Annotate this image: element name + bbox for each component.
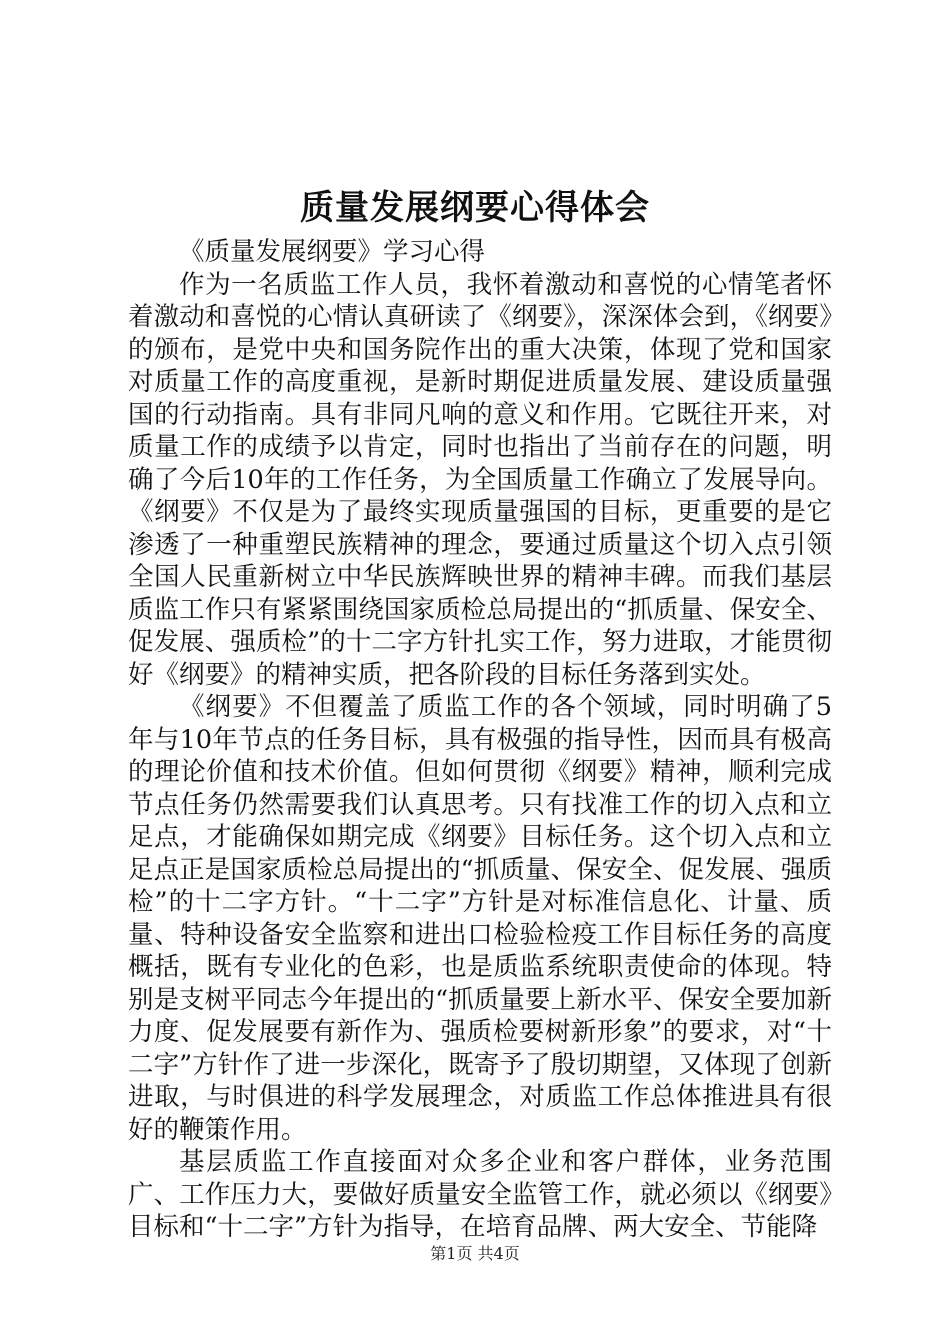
paragraph-1: 作为一名质监工作人员，我怀着激动和喜悦的心情笔者怀着激动和喜悦的心情认真研读了《纲要》，深深体会到，《纲要》的颁布，是党中央和国务院作出的重大决策，体现了党和国家对质量工作的高度重视，是新时期促进质量发展、建设质量强国的行动指南。具有非同凡响的意义和作用。它既往开来，对质量工作的成绩予以肯定，同时也指出了当前存在的问题，明确了今后10年的工作任务，为全国质量工作确立了发展导向。《纲要》不仅是为了最终实现质量强国的目标，更重要的是它渗透了一种重塑民族精神的理念，要通过质量这个切入点引领全国人民重新树立中华民族辉映世界的精神丰碑。而我们基层质监工作只有紧紧围绕国家质检总局提出的“抓质量、保安全、促发展、强质检”的十二字方针扎实工作，努力进取，才能贯彻好《纲要》的精神实质，把各阶段的目标任务落到实处。 bbox=[128, 269, 832, 690]
paragraph-3: 基层质监工作直接面对众多企业和客户群体，业务范围广、工作压力大，要做好质量安全监管工作，就必须以《纲要》目标和“十二字”方针为指导，在培育品牌、两大安全、节能降 bbox=[128, 1147, 832, 1242]
paragraph-2: 《纲要》不但覆盖了质监工作的各个领域，同时明确了5年与10年节点的任务目标，具有极强的指导性，因而具有极高的理论价值和技术价值。但如何贯彻《纲要》精神，顺利完成节点任务仍然需要我们认真思考。只有找准工作的切入点和立足点，才能确保如期完成《纲要》目标任务。这个切入点和立足点正是国家质检总局提出的“抓质量、保安全、促发展、强质检”的十二字方针。“十二字”方针是对标准信息化、计量、质量、特种设备安全监察和进出口检验检疫工作目标任务的高度概括，既有专业化的色彩，也是质监系统职责使命的体现。特别是支树平同志今年提出的“抓质量要上新水平、保安全要加新力度、促发展要有新作为、强质检要树新形象”的要求，对“十二字”方针作了进一步深化，既寄予了殷切期望，又体现了创新进取，与时俱进的科学发展理念，对质监工作总体推进具有很好的鞭策作用。 bbox=[128, 692, 832, 1145]
document-body bbox=[128, 236, 832, 1244]
document-title: 质量发展纲要心得体会 bbox=[300, 188, 650, 228]
page-number-footer: 第1页 共4页 bbox=[430, 1244, 520, 1263]
paragraph-subtitle: 《质量发展纲要》学习心得 bbox=[179, 237, 486, 267]
